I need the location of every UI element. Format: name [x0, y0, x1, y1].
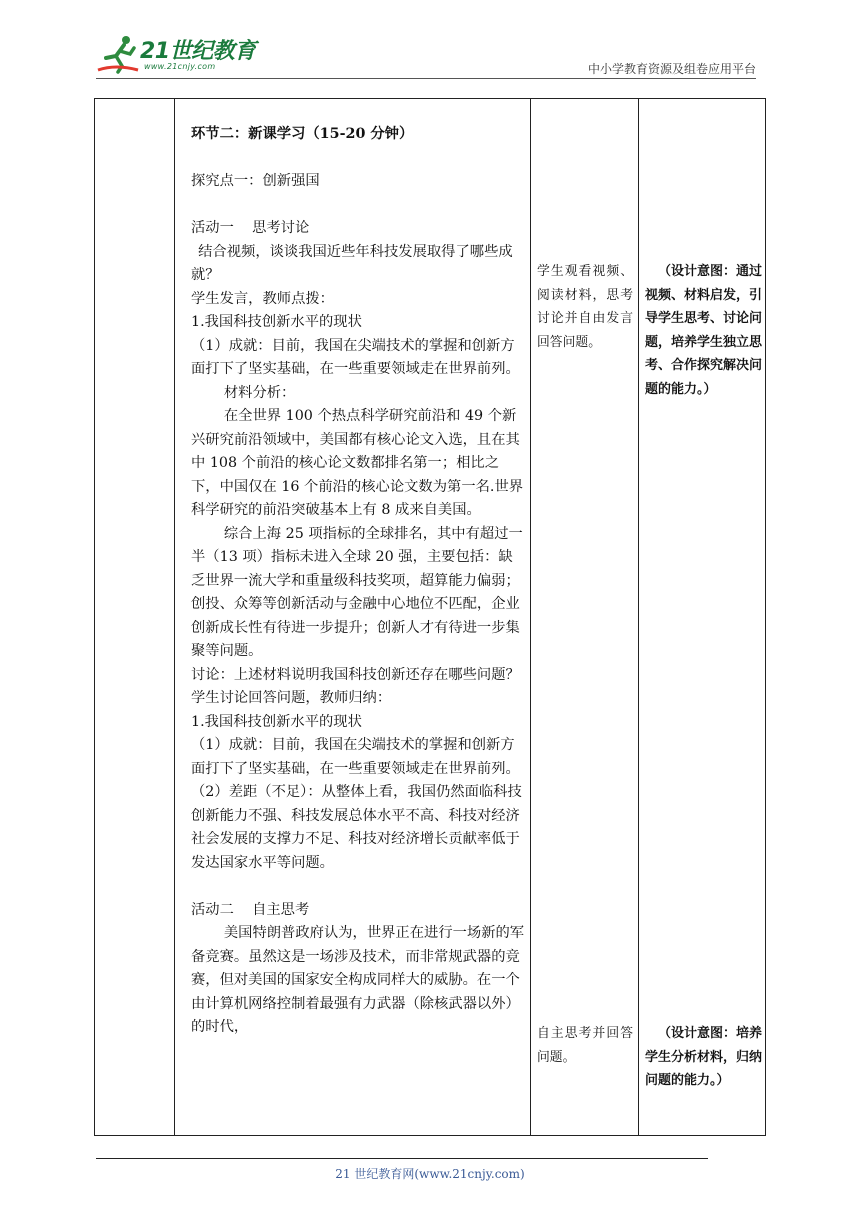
logo-name: 21世纪教育	[140, 39, 256, 64]
footer-divider	[96, 1158, 708, 1159]
logo-url: www.21cnjy.com	[144, 62, 216, 71]
teacher-hint: 学生发言，教师点拨：	[191, 290, 334, 307]
achievement-text: （1）成就：目前，我国在尖端技术的掌握和创新方面打下了坚实基础，在一些重要领域走在世界前列。	[191, 337, 520, 377]
design-intent-text: （设计意图：培养学生分析材料，归纳问题的能力。）	[645, 1026, 763, 1088]
table-divider	[530, 99, 531, 1135]
activity1-question: 结合视频，谈谈我国近些年科技发展取得了哪些成就？	[191, 243, 513, 283]
lesson-table	[94, 98, 766, 1136]
teaching-content-cell	[191, 123, 525, 1040]
material-label: 材料分析：	[223, 384, 296, 401]
design-intent-cell	[645, 260, 763, 401]
section-title: 环节二：新课学习（15-20 分钟）	[191, 126, 414, 142]
footer-link[interactable]: 21 世纪教育网(www.21cnjy.com)	[335, 1167, 525, 1181]
discussion-question: 讨论：上述材料说明我国科技创新还存在哪些问题？	[191, 666, 520, 683]
gap-text: （2）差距（不足）：从整体上看，我国仍然面临科技创新能力不强、科技发展总体水平不高、科技对经济社会发展的支撑力不足、科技对经济增长贡献率低于发达国家水平等问题。	[191, 784, 522, 871]
platform-title: 中小学教育资源及组卷应用平台	[587, 62, 756, 76]
activity2-text: 美国特朗普政府认为，世界正在进行一场新的军备竞赛。虽然这是一场涉及技术，而非常规武器的竞赛，但对美国的国家安全构成同样大的威胁。在一个由计算机网络控制着最强有力武器（除核武器以外）的时代，	[191, 925, 525, 1035]
activity2-title: 活动二 自主思考	[191, 901, 310, 918]
table-divider	[638, 99, 639, 1135]
student-activity-cell: 自主思考并回答问题。	[537, 1026, 633, 1065]
teacher-summary: 学生讨论回答问题，教师归纳：	[191, 690, 392, 706]
achievement-text: （1）成就：目前，我国在尖端技术的掌握和创新方面打下了坚实基础，在一些重要领域走在世界前列。	[191, 737, 520, 777]
design-intent-text: （设计意图：通过视频、材料启发，引导学生思考、讨论问题，培养学生独立思考、合作探究解决问题的能力。）	[645, 264, 763, 397]
explore-point: 探究点一：创新强国	[191, 173, 320, 189]
status-heading: 1.我国科技创新水平的现状	[191, 314, 362, 330]
design-intent-cell	[645, 1022, 763, 1093]
student-activity-cell: 学生观看视频、阅读材料，思考讨论并自由发言回答问题。	[537, 264, 633, 350]
runner-logo-icon	[96, 34, 140, 74]
site-logo[interactable]	[96, 34, 266, 76]
page-header	[0, 0, 860, 80]
header-divider	[96, 78, 756, 79]
activity1-title: 活动一 思考讨论	[191, 220, 310, 236]
status-heading: 1.我国科技创新水平的现状	[191, 713, 362, 730]
material-paragraph: 综合上海 25 项指标的全球排名，其中有超过一半（13 项）指标未进入全球 20 强，主要包括：缺乏世界一流大学和重量级科技奖项，超算能力偏弱；创投、众筹等创新活动与金融中心地位不匹配，企业创新成长性有待进一步提升；创新人才有待进一步集聚等问题。	[191, 525, 523, 659]
table-divider	[174, 99, 175, 1135]
material-paragraph: 在全世界 100 个热点科学研究前沿和 49 个新兴研究前沿领域中，美国都有核心论文入选，且在其中 108 个前沿的核心论文数都排名第一；相比之下，中国仅在 16 个前沿的核心论文数为第一名.世界科学研究的前沿突破基本上有 8 成来自美国。	[191, 408, 524, 518]
